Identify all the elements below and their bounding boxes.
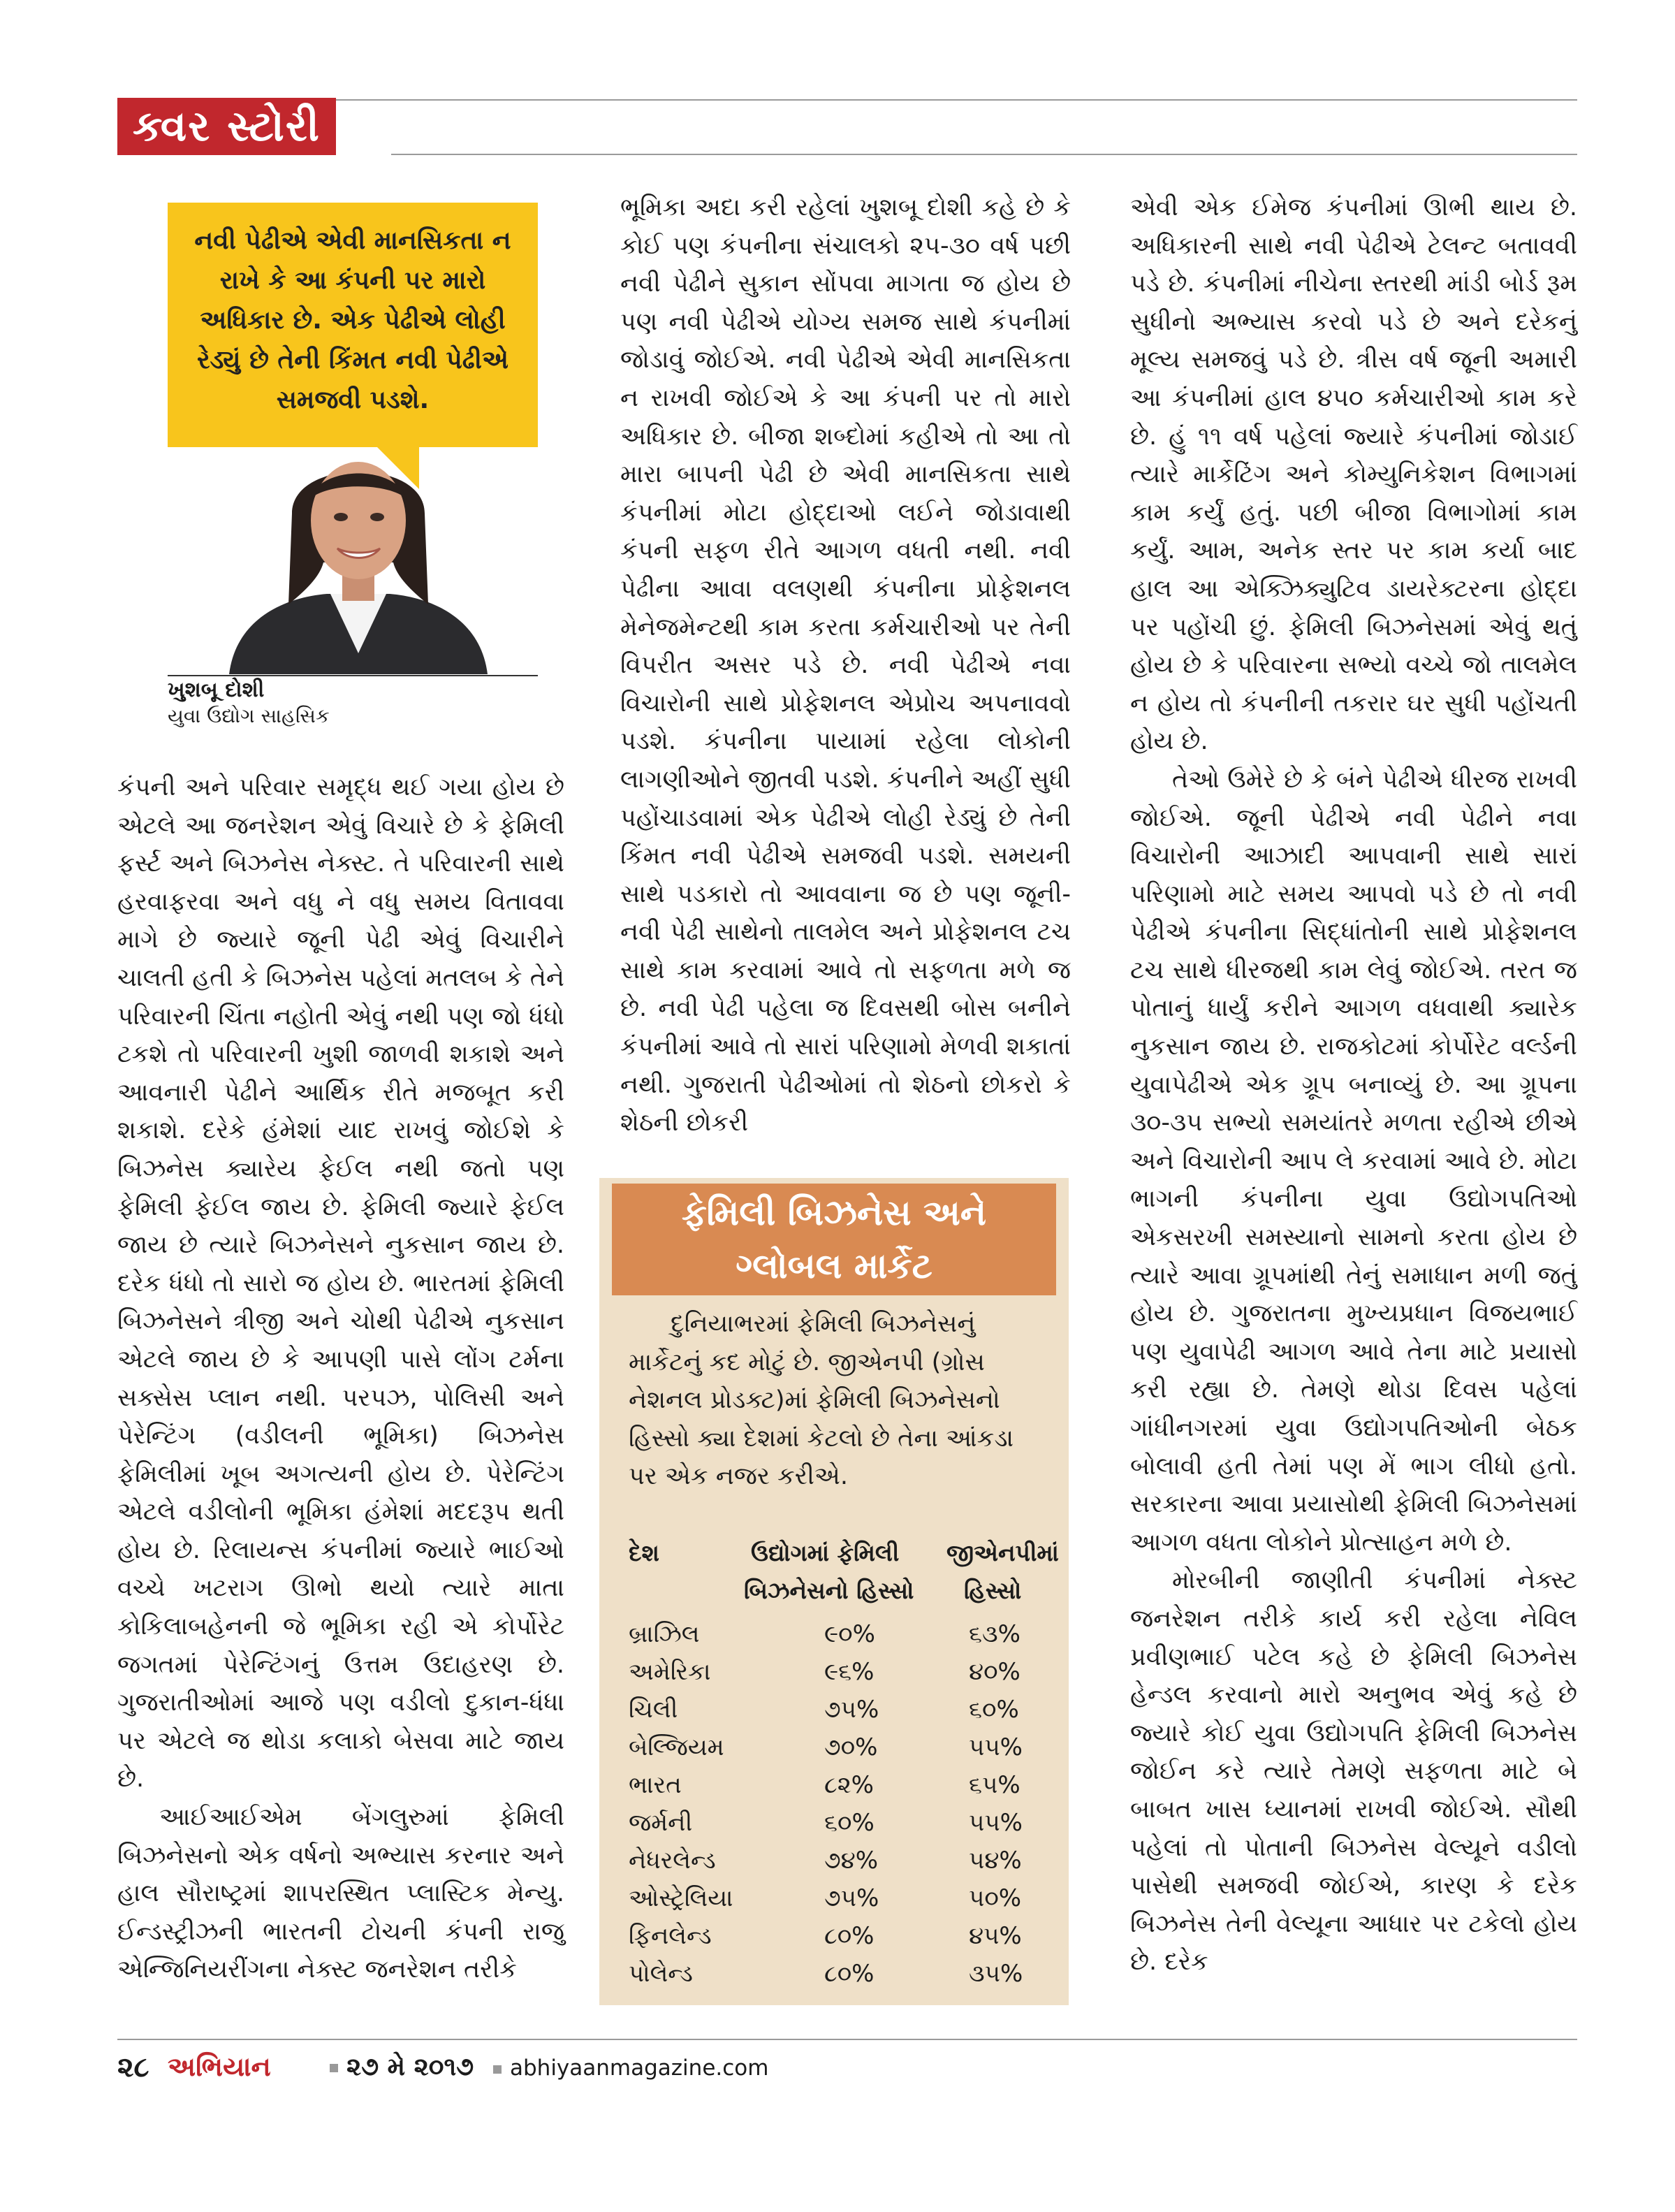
cell-gnp: ૬૦% (969, 1696, 1019, 1724)
cell-gnp: ૫૫% (969, 1733, 1023, 1761)
cell-country: બેલ્જિયમ (629, 1733, 724, 1761)
page-number: ૨૮ (117, 2051, 149, 2083)
cell-share: ૭૫% (824, 1696, 879, 1724)
cell-share: ૯૦% (824, 1620, 875, 1648)
header-share-2: બિઝનેસનો હિસ્સો (744, 1577, 914, 1604)
header-gnp-1: જીએનપીમાં (946, 1539, 1059, 1566)
cell-share: ૭૪% (824, 1847, 879, 1875)
cell-share: ૯૬% (824, 1658, 875, 1686)
table-row (629, 1804, 1055, 1842)
table-row (629, 1917, 1055, 1955)
paragraph: મોરબીની જાણીતી કંપનીમાં નેક્સ્ટ જનરેશન તરીકે કાર્ય કરી રહેલા નેવિલ પ્રવીણભાઈ પટેલ કહે છે ફેમિલી બિઝનેસ હેન્ડલ કરવાનો મારો અનુભવ એવું કહે છે જ્યારે કોઈ યુવા ઉદ્યોગપતિ ફેમિલી બિઝનેસ જોઈન કરે ત્યારે તેમણે સફળતા માટે બે બાબત ખાસ ધ્યાનમાં રાખવી જોઈએ. સૌથી પહેલાં તો પોતાની બિઝનેસ વેલ્યૂને વડીલો પાસેથી સમજવી જોઈએ, કારણ કે દરેક બિઝનેસ તેની વેલ્યૂના આધાર પર ટકેલો હોય છે. દરેક (1130, 1566, 1577, 1977)
header-rule-lower (391, 154, 1577, 155)
cell-country: ઓસ્ટ્રેલિયા (629, 1884, 733, 1912)
table-row (629, 1766, 1055, 1804)
cell-country: પોલેન્ડ (629, 1960, 693, 1988)
cell-share: ૭૦% (824, 1733, 878, 1761)
cell-share: ૭૫% (824, 1884, 879, 1912)
separator-icon (330, 2064, 338, 2072)
header-gnp-2: હિસ્સો (964, 1577, 1022, 1604)
sidebar-intro: દુનિયાભરમાં ફેમિલી બિઝનેસનું માર્કેટનું કદ મોટું છે. જીએનપી (ગ્રોસ નેશનલ પ્રોડક્ટ)માં ફેમિલી બિઝનેસનો હિસ્સો ક્યા દેશમાં કેટલો છે તેના આંકડા પર એક નજર કરીએ. (629, 1310, 1014, 1491)
issue-date (321, 2053, 474, 2082)
cell-country: નેધરલેન્ડ (629, 1847, 716, 1875)
caption-name: ખુશબૂ દોશી (168, 678, 265, 702)
caption-rule (168, 675, 538, 676)
cell-share: ૬૦% (824, 1809, 875, 1837)
cell-share: ૮૨% (824, 1771, 874, 1799)
paragraph: કંપની અને પરિવાર સમૃદ્ધ થઈ ગયા હોય છે એટલે આ જનરેશન એવું વિચારે છે કે ફેમિલી ફર્સ્ટ અને બિઝનેસ નેક્સ્ટ. તે પરિવારની સાથે હરવાફરવા અને વધુ ને વધુ સમય વિતાવવા માગે છે જ્યારે જૂની પેઢી એવું વિચારીને ચાલતી હતી કે બિઝનેસ પહેલાં મતલબ કે તેને પરિવારની ચિંતા નહોતી એવું નથી પણ જો ધંધો ટકશે તો પરિવારની ખુશી જાળવી શકાશે અને આવનારી પેઢીને આર્થિક રીતે મજબૂત કરી શકાશે. દરેકે હંમેશાં યાદ રાખવું જોઈશે કે બિઝનેસ ક્યારેય ફેઈલ નથી જતો પણ ફેમિલી ફેઈલ જાય છે. ફેમિલી જ્યારે ફેઈલ જાય છે ત્યારે બિઝનેસને નુકસાન જાય છે. દરેક ધંધો તો સારો જ હોય છે. ભારતમાં ફેમિલી બિઝનેસને ત્રીજી અને ચોથી પેઢીએ નુકસાન એટલે જાય છે કે આપણી પાસે લોંગ ટર્મના સક્સેસ પ્લાન નથી. પરપઝ, પોલિસી અને પેરેન્ટિંગ (વડીલની ભૂમિકા) બિઝનેસ ફેમિલીમાં ખૂબ અગત્યની હોય છે. પેરેન્ટિંગ એટલે વડીલોની ભૂમિકા હંમેશાં મદદરૂપ થતી હોય છે. રિલાયન્સ કંપનીમાં જ્યારે ભાઈઓ વચ્ચે ખટરાગ ઊભો થયો ત્યારે માતા કોકિલાબહેનની જે ભૂમિકા રહી એ કોર્પોરેટ જગતમાં પેરેન્ટિંગનું ઉત્તમ ઉદાહરણ છે. ગુજરાતીઓમાં આજે પણ વડીલો દુકાન-ધંધા પર એટલે જ થોડા કલાકો બેસવા માટે જાય છે. (117, 773, 564, 1793)
cell-share: ૮૦% (824, 1960, 875, 1988)
header-rule (117, 99, 1577, 101)
table-row (629, 1615, 1055, 1653)
caption-role: યુવા ઉદ્યોગ સાહસિક (168, 704, 330, 727)
column-1 (117, 769, 564, 1989)
magazine-brand: અભિયાન (168, 2051, 271, 2082)
paragraph: એવી એક ઈમેજ કંપનીમાં ઊભી થાય છે. અધિકારની સાથે નવી પેઢીએ ટેલન્ટ બતાવવી પડે છે. કંપનીમાં નીચેના સ્તરથી માંડી બોર્ડ રૂમ સુધીનો અભ્યાસ કરવો પડે છે અને દરેકનું મૂલ્ય સમજવું પડે છે. ત્રીસ વર્ષ જૂની અમારી આ કંપનીમાં હાલ ૪૫૦ કર્મચારીઓ કામ કરે છે. હું ૧૧ વર્ષ પહેલાં જ્યારે કંપનીમાં જોડાઈ ત્યારે માર્કેટિંગ અને કોમ્યુનિકેશન વિભાગમાં કામ કર્યું હતું. પછી બીજા વિભાગોમાં કામ કર્યું. આમ, અનેક સ્તર પર કામ કર્યા બાદ હાલ આ એક્ઝિક્યુટિવ ડાયરેક્ટરના હોદ્દા પર પહોંચી છું. ફેમિલી બિઝનેસમાં એવું થતું હોય છે કે પરિવારના સભ્યો વચ્ચે જો તાલમેલ ન હોય તો કંપનીની તકરાર ઘર સુધી પહોંચતી હોય છે. (1130, 194, 1577, 756)
table-row (629, 1955, 1055, 1993)
cell-share: ૮૦% (824, 1922, 875, 1950)
cell-gnp: ૬૩% (969, 1620, 1021, 1648)
sidebar-title (612, 1184, 1056, 1295)
pull-quote-text: નવી પેઢીએ એવી માનસિકતા ન રાખે કે આ કંપની પર મારો અધિકાર છે. એક પેઢીએ લોહી રેડ્યું છે તેની કિંમત નવી પેઢીએ સમજવી પડશે. (194, 226, 511, 414)
table-row (629, 1842, 1055, 1879)
separator-icon (493, 2065, 502, 2074)
cell-country: ચિલી (629, 1696, 678, 1724)
table-row (629, 1653, 1055, 1691)
header-share-1: ઉદ્યોગમાં ફેમિલી (751, 1539, 900, 1566)
cell-gnp: ૪૫% (969, 1922, 1022, 1950)
cell-gnp: ૬૫% (969, 1771, 1021, 1799)
cell-gnp: ૫૦% (969, 1884, 1022, 1912)
header-country: દેશ (629, 1539, 659, 1566)
section-tag: ક્વર સ્ટોરી (117, 98, 336, 155)
portrait-photo (187, 444, 529, 674)
sidebar-title-line: ફેમિલી બિઝનેસ અને (681, 1193, 987, 1233)
column-3 (1130, 189, 1577, 1981)
table-row (629, 1729, 1055, 1766)
pull-quote (168, 203, 538, 447)
paragraph: આઈઆઈએમ બેંગલુરુમાં ફેમિલી બિઝનેસનો એક વર્ષનો અભ્યાસ કરનાર અને હાલ સૌરાષ્ટ્રમાં શાપરસ્થિત પ્લાસ્ટિક મેન્યુ. ઈન્ડસ્ટ્રીઝની ભારતની ટોચની કંપની રાજુ એન્જિનિયરીંગના નેક્સ્ટ જનરેશન તરીકે (117, 1803, 564, 1984)
footer-rule (117, 2039, 1577, 2040)
cell-gnp: ૪૦% (969, 1658, 1021, 1686)
cell-gnp: ૫૪% (969, 1847, 1022, 1875)
website-url-text[interactable]: abhiyaanmagazine.com (510, 2055, 769, 2081)
issue-date-text: ૨૭ મે ૨૦૧૭ (346, 2053, 474, 2081)
table-row (629, 1691, 1055, 1729)
cell-country: અમેરિકા (629, 1658, 711, 1686)
paragraph: ભૂમિકા અદા કરી રહેલાં ખુશબૂ દોશી કહે છે કે કોઈ પણ કંપનીના સંચાલકો ૨૫-૩૦ વર્ષ પછી નવી પેઢીને સુકાન સોંપવા માગતા જ હોય છે પણ નવી પેઢીએ યોગ્ય સમજ સાથે કંપનીમાં જોડાવું જોઈએ. નવી પેઢીએ એવી માનસિકતા ન રાખવી જોઈએ કે આ કંપની પર તો મારો અધિકાર છે. બીજા શબ્દોમાં કહીએ તો આ તો મારા બાપની પેઢી છે એવી માનસિકતા સાથે કંપનીમાં મોટા હોદ્દાઓ લઈને જોડાવાથી કંપની સફળ રીતે આગળ વધતી નથી. નવી પેઢીના આવા વલણથી કંપનીના પ્રોફેશનલ મેનેજમેન્ટથી કામ કરતા કર્મચારીઓ પર તેની વિપરીત અસર પડે છે. નવી પેઢીએ નવા વિચારોની સાથે પ્રોફેશનલ એપ્રોચ અપનાવવો પડશે. કંપનીના પાયામાં રહેલા લોકોની લાગણીઓને જીતવી પડશે. કંપનીને અહીં સુધી પહોંચાડવામાં એક પેઢીએ લોહી રેડ્યું છે તેની કિંમત નવી પેઢીએ સમજવી પડશે. સમયની સાથે પડકારો તો આવવાના જ છે પણ જૂની-નવી પેઢી સાથેનો તાલમેલ અને પ્રોફેશનલ ટચ સાથે કામ કરવામાં આવે તો સફળતા મળે જ છે. નવી પેઢી પહેલા જ દિવસથી બોસ બનીને કંપનીમાં આવે તો સારાં પરિણામો મેળવી શકાતાં નથી. ગુજરાતી પેઢીઓમાં તો શેઠનો છોકરો કે શેઠની છોકરી (620, 194, 1071, 1137)
cell-country: બ્રાઝિલ (629, 1620, 700, 1648)
table-row (629, 1879, 1055, 1917)
website-url[interactable] (485, 2055, 768, 2081)
column-2 (620, 189, 1071, 1142)
cell-country: ફિનલેન્ડ (629, 1922, 712, 1950)
cell-country: ભારત (629, 1771, 682, 1799)
paragraph: તેઓ ઉમેરે છે કે બંને પેઢીએ ધીરજ રાખવી જોઈએ. જૂની પેઢીએ નવી પેઢીને નવા વિચારોની આઝાદી આપવાની સાથે સારાં પરિણામો માટે સમય આપવો પડે છે તો નવી પેઢીએ કંપનીના સિદ્ધાંતોની સાથે પ્રોફેશનલ ટચ સાથે ધીરજથી કામ લેવું જોઈએ. તરત જ પોતાનું ધાર્યું કરીને આગળ વધવાથી ક્યારેક નુકસાન જાય છે. રાજકોટમાં કોર્પોરેટ વર્લ્ડની યુવાપેઢીએ એક ગ્રૂપ બનાવ્યું છે. આ ગ્રૂપના ૩૦-૩૫ સભ્યો સમયાંતરે મળતા રહીએ છીએ અને વિચારોની આપ લે કરવામાં આવે છે. મોટા ભાગની કંપનીના યુવા ઉદ્યોગપતિઓ એકસરખી સમસ્યાનો સામનો કરતા હોય છે ત્યારે આવા ગ્રૂપમાંથી તેનું સમાધાન મળી જતું હોય છે. ગુજરાતના મુખ્યપ્રધાન વિજયભાઈ પણ યુવાપેઢી આગળ આવે તેના માટે પ્રયાસો કરી રહ્યા છે. તેમણે થોડા દિવસ પહેલાં ગાંધીનગરમાં યુવા ઉદ્યોગપતિઓની બેઠક બોલાવી હતી તેમાં પણ મેં ભાગ લીધો હતો. સરકારના આવા પ્રયાસોથી ફેમિલી બિઝનેસમાં આગળ વધતા લોકોને પ્રોત્સાહન મળે છે. (1130, 765, 1577, 1557)
cell-gnp: ૫૫% (969, 1809, 1023, 1837)
cell-gnp: ૩૫% (969, 1960, 1023, 1988)
sidebar-title-line: ગ્લોબલ માર્કેટ (736, 1246, 932, 1286)
cell-country: જર્મની (629, 1809, 693, 1837)
